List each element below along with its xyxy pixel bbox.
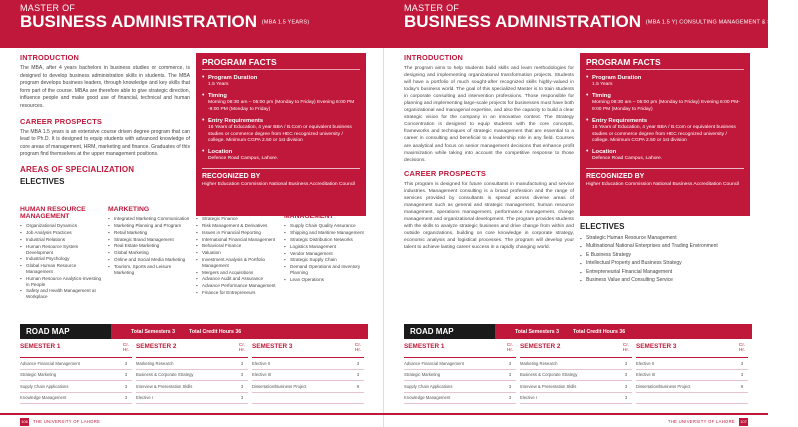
- total-credit-hours: Total Credit Hours 36: [189, 328, 242, 335]
- fact-label: • Entry Requirements: [592, 118, 648, 125]
- table-row: [252, 393, 364, 405]
- fact-label: • Program Duration: [208, 75, 258, 81]
- fact-item: [586, 149, 744, 162]
- footer-university: THE UNIVERSITY OF LAHORE: [33, 419, 101, 424]
- course-credits: 3: [624, 372, 628, 378]
- fact-label: • Timing: [592, 93, 611, 100]
- title-text: BUSINESS ADMINISTRATION: [404, 12, 642, 31]
- list-item: ▪ Lean Operations: [284, 277, 366, 283]
- semester-title: SEMESTER 2: [520, 343, 561, 350]
- table-row: [136, 370, 248, 382]
- left-page: [0, 0, 384, 427]
- page-number: 107: [740, 419, 747, 424]
- page-header: [384, 0, 798, 48]
- list-item: ▪ Behavioral Finance: [196, 243, 278, 249]
- table-row: [636, 393, 748, 405]
- course-credits: 3: [508, 383, 512, 389]
- credit-hours-header: Cr. Hr.: [238, 343, 246, 354]
- credit-hours-header: Cr. Hr.: [122, 343, 130, 354]
- table-row: [20, 370, 132, 382]
- course-name: Dissertation/Business Project: [636, 383, 691, 389]
- semester-title: SEMESTER 2: [136, 343, 177, 350]
- total-credit-hours: Total Credit Hours 36: [573, 328, 626, 335]
- roadmap-bar: [404, 324, 752, 339]
- spec-title: FINANCE: [196, 206, 227, 213]
- fact-value: 1.5 Years: [592, 82, 613, 87]
- course-credits: 3: [356, 360, 360, 366]
- page-title: [404, 12, 798, 32]
- course-name: Interview & Presentation Skills: [520, 383, 577, 389]
- course-name: Elective I: [136, 395, 153, 401]
- credit-hours-header: Cr. Hr.: [738, 343, 746, 354]
- course-name: Business & Corporate Strategy: [136, 372, 194, 378]
- table-row: [136, 358, 248, 370]
- electives-list: [580, 235, 750, 284]
- spec-column-marketing: [108, 206, 190, 301]
- recognized-text: Higher Education Commission National Business Accreditation Council: [586, 181, 740, 187]
- spec-title: MARKETING: [108, 206, 150, 213]
- list-item: ▪ Demand Operations and Inventory Planning: [284, 264, 366, 276]
- fact-value: 16 Years of Education, 4 year BBA / B.Com or equivalent business studies or commerce degree from HEC recognized university / college. Minimum CGPA 2.50 or 1st division: [592, 125, 736, 144]
- course-name: Dissertation/Business Project: [252, 383, 307, 389]
- semester-header: [136, 343, 248, 358]
- table-row: [252, 381, 364, 393]
- fact-value: 1.5 Years: [208, 82, 229, 87]
- total-semesters: Total Semesters 3: [515, 328, 560, 335]
- roadmap-grid: [20, 343, 368, 404]
- list-item: ▪ Integrated Marketing Communication: [108, 216, 190, 222]
- list-item: ▪ Vendor Management: [284, 251, 366, 257]
- fact-label: • Entry Requirements: [208, 118, 264, 125]
- list-item: ▪ Mergers and Acquisitions: [196, 270, 278, 276]
- semester-column: [520, 343, 636, 404]
- fact-label: • Program Duration: [592, 75, 642, 81]
- table-row: [252, 358, 364, 370]
- header-pre: MASTER OF: [404, 3, 460, 13]
- course-credits: 3: [356, 372, 360, 378]
- fact-value: Morning 08:30 am – 05:00 pm (Monday to Friday) Evening 6:00 PM-9:00 PM (Monday to Friday): [592, 100, 740, 112]
- table-row: [20, 381, 132, 393]
- semester-header: [404, 343, 516, 358]
- recognized-text: Higher Education Commission National Business Accreditation Council: [202, 181, 356, 187]
- specialization-columns: [20, 206, 368, 301]
- recognized-title: RECOGNIZED BY: [202, 172, 261, 180]
- semester-title: SEMESTER 3: [636, 343, 677, 350]
- fact-item: [202, 75, 360, 88]
- course-name: Strategic Marketing: [404, 372, 441, 378]
- semester-header: [252, 343, 364, 358]
- spec-list: [20, 223, 102, 300]
- semester-header: [520, 343, 632, 358]
- roadmap-title: ROAD MAP: [20, 324, 111, 339]
- course-name: Elective II: [636, 360, 655, 366]
- course-name: Knowledge Management: [404, 395, 451, 401]
- career-heading: CAREER PROSPECTS: [404, 168, 487, 178]
- course-name: Advance Financial Management: [20, 360, 80, 366]
- fact-item: [202, 149, 360, 162]
- table-row: [520, 381, 632, 393]
- course-credits: 3: [124, 383, 128, 389]
- fact-label: • Location: [592, 149, 617, 156]
- table-row: [636, 358, 748, 370]
- table-row: [636, 370, 748, 382]
- spec-list: [284, 223, 366, 282]
- course-credits: 3: [240, 383, 244, 389]
- list-item: ▪ Tourism, Sports and Leisure Marketing: [108, 264, 190, 276]
- list-item: ▪ Global Marketing: [108, 250, 190, 256]
- course-credits: 3: [124, 360, 128, 366]
- list-item: ▪ Strategic Finance: [196, 216, 278, 222]
- recognized-title: RECOGNIZED BY: [586, 172, 645, 180]
- list-item: ▪ Strategic Brand Management: [108, 237, 190, 243]
- course-name: Strategic Marketing: [20, 372, 57, 378]
- semester-title: SEMESTER 3: [252, 343, 293, 350]
- fact-label: • Location: [208, 149, 233, 156]
- spec-list: [196, 216, 278, 296]
- page-title: [20, 13, 364, 32]
- fact-label: • Timing: [208, 93, 227, 100]
- fact-item: [202, 93, 360, 113]
- course-credits: 3: [124, 395, 128, 401]
- intro-heading: INTRODUCTION: [20, 53, 80, 62]
- areas-heading: AREAS OF SPECIALIZATION: [20, 164, 135, 174]
- course-name: Supply Chain Applications: [20, 383, 69, 389]
- spec-list: [108, 216, 190, 275]
- credit-hours-header: Cr. Hr.: [506, 343, 514, 354]
- electives-heading: ELECTIVES: [580, 222, 625, 231]
- spec-title: SUPPLY CHAIN MANAGEMENT: [284, 206, 334, 221]
- list-item: ▪ Advance Audit and Assurance: [196, 276, 278, 282]
- list-item: ▪ Issues in Financial Reporting: [196, 230, 278, 236]
- facts-title: PROGRAM FACTS: [202, 57, 360, 70]
- page-footer: [384, 413, 768, 427]
- course-credits: 3: [240, 360, 244, 366]
- roadmap-title: ROAD MAP: [404, 324, 495, 339]
- list-item: ▪ Real Estate Marketing: [108, 243, 190, 249]
- roadmap-bar: [20, 324, 368, 339]
- roadmap-grid: [404, 343, 752, 404]
- title-subtitle: (MBA 1.5 Y) CONSULTING MANAGEMENT & STRATEGY: [645, 19, 798, 26]
- recognized-section: [202, 168, 360, 188]
- title-subtitle: (MBA 1.5 YEARS): [261, 19, 310, 26]
- table-row: [20, 393, 132, 405]
- table-row: [404, 358, 516, 370]
- fact-item: [586, 93, 744, 113]
- table-row: [404, 370, 516, 382]
- list-item: ▪ Risk Management & Derivatives: [196, 223, 278, 229]
- intro-text: The MBA, after 4 years bachelors in business studies or commerce, is designed to develop business administration skills in students. The MBA program develops business leaders, through knowledge and key skills that form part of the course. MBAs are therefore able to give strategic direction, influence people and make good use of financial, technical and human resources.: [20, 65, 190, 109]
- list-item: ▪ Intellectual Property and Business Strategy: [580, 260, 750, 267]
- course-name: Advance Financial Management: [404, 360, 464, 366]
- semester-column: [136, 343, 252, 404]
- list-item: ▪ Advance Performance Management: [196, 283, 278, 289]
- semester-column: [636, 343, 752, 404]
- list-item: ▪ Human Resource Analytics-Investing in People: [20, 276, 102, 288]
- course-credits: 3: [240, 372, 244, 378]
- course-name: Knowledge Management: [20, 395, 67, 401]
- list-item: ▪ Organizational Dynamics: [20, 223, 102, 229]
- credit-hours-header: Cr. Hr.: [622, 343, 630, 354]
- course-name: Supply Chain Applications: [404, 383, 453, 389]
- course-credits: 3: [624, 395, 628, 401]
- table-row: [520, 370, 632, 382]
- program-facts-box: [580, 53, 750, 216]
- table-row: [404, 381, 516, 393]
- credit-hours-header: Cr. Hr.: [354, 343, 362, 354]
- course-credits: 3: [624, 360, 628, 366]
- semester-column: [252, 343, 368, 404]
- semester-title: SEMESTER 1: [20, 343, 61, 350]
- table-row: [252, 370, 364, 382]
- list-item: ▪ Supply Chain Quality Assurance: [284, 223, 366, 229]
- table-row: [520, 393, 632, 405]
- course-credits: 3: [508, 372, 512, 378]
- spec-column-hrm: [20, 206, 102, 301]
- semester-header: [636, 343, 748, 358]
- career-text: The MBA 1.5 years is an extensive course driven degree program that can lead to Ph.D. It is designed to equip students with advanced knowledge of core areas of management, HRM, marketing and finance. Graduates of this program find themselves at the upper management positions.: [20, 128, 190, 158]
- course-credits: 6: [356, 383, 360, 389]
- course-name: Marketing Research: [136, 360, 174, 366]
- semester-header: [20, 343, 132, 358]
- semester-column: [20, 343, 136, 404]
- list-item: ▪ Finance for Entrepreneurs: [196, 290, 278, 296]
- course-credits: 3: [624, 383, 628, 389]
- road-map: [404, 324, 752, 404]
- table-row: [136, 381, 248, 393]
- list-item: ▪ Global Human Resource Management: [20, 263, 102, 275]
- spec-column-supply-chain: [284, 206, 366, 301]
- page-number: 106: [21, 419, 28, 424]
- list-item: ▪ E Business Strategy: [580, 252, 750, 259]
- total-semesters: Total Semesters 3: [131, 328, 176, 335]
- spec-title: HUMAN RESOURCE MANAGEMENT: [20, 206, 86, 221]
- list-item: ▪ Strategic Supply Chain: [284, 257, 366, 263]
- road-map: [20, 324, 368, 404]
- main-column: [404, 53, 574, 251]
- semester-title: SEMESTER 1: [404, 343, 445, 350]
- course-credits: 3: [508, 360, 512, 366]
- list-item: ▪ Business Value and Consulting Service: [580, 277, 750, 284]
- electives-heading: ELECTIVES: [20, 176, 65, 186]
- course-name: Marketing Research: [520, 360, 558, 366]
- main-column: [20, 53, 190, 186]
- career-heading: CAREER PROSPECTS: [20, 116, 103, 126]
- recognized-section: [586, 168, 744, 188]
- fact-item: [586, 118, 744, 144]
- course-credits: 3: [124, 372, 128, 378]
- fact-value: Morning 08:30 am – 05:00 pm (Monday to Friday) Evening 6:00 PM -9:00 PM (Monday to Friday): [208, 100, 355, 112]
- table-row: [636, 381, 748, 393]
- intro-text: The program aims to help students build skills and learn methodologies for designing and implementing organizational transformation projects. Students will have a portfolio of much sought-after recognized skills highly-valued in today's business world. The goal of this specialized Master is to train students in corporate consulting and intervention professions. Those responsible for planning and implementing large-scale projects for businesses must have both organizational and managerial expertise, and also the capacity to build a clear strategic vision for the company in an innovative context. The Strategy Concentration is designed to equip students with the core concepts, frameworks and techniques of strategic management that are essential to a career in consulting and beneficial to a leadership role in any field. Courses are analytical and focus on senior management decisions that enhance profit maximization while taking into account the competitive response to those decisions.: [404, 66, 574, 163]
- intro-heading: INTRODUCTION: [404, 53, 464, 62]
- course-name: Elective III: [636, 372, 656, 378]
- course-name: Elective I: [520, 395, 537, 401]
- list-item: ▪ Entrepreneurial Financial Management: [580, 269, 750, 276]
- list-item: ▪ Job Analysis Practices: [20, 230, 102, 236]
- course-name: Interview & Presentation Skills: [136, 383, 193, 389]
- table-row: [404, 393, 516, 405]
- course-credits: 3: [740, 360, 744, 366]
- list-item: ▪ Industrial Relations: [20, 237, 102, 243]
- electives-section: [580, 222, 750, 285]
- right-page: [384, 0, 798, 427]
- course-name: Business & Corporate Strategy: [520, 372, 578, 378]
- list-item: ▪ Logistics Management: [284, 244, 366, 250]
- facts-title: PROGRAM FACTS: [586, 57, 744, 70]
- fact-value: Defence Road Campus, Lahore.: [208, 156, 279, 162]
- fact-item: [586, 75, 744, 88]
- fact-item: [202, 118, 360, 144]
- list-item: ▪ Strategic Distribution Networks: [284, 237, 366, 243]
- list-item: ▪ Online and Social Media Marketing: [108, 257, 190, 263]
- program-facts-box: [196, 53, 366, 216]
- page-footer: [0, 413, 384, 427]
- header-pre: MASTER OF: [20, 3, 76, 13]
- list-item: ▪ Multinational National Enterprises and Trading Environment: [580, 243, 750, 250]
- title-text: BUSINESS ADMINISTRATION: [20, 12, 258, 31]
- spec-column-finance: [196, 206, 278, 301]
- list-item: ▪ Valuation: [196, 250, 278, 256]
- course-credits: 3: [740, 372, 744, 378]
- list-item: ▪ Investment Analysis & Portfolio Management: [196, 257, 278, 269]
- table-row: [520, 358, 632, 370]
- list-item: ▪ International Financial Management: [196, 237, 278, 243]
- course-name: Elective III: [252, 372, 272, 378]
- list-item: ▪ Safety and Health Management at Workplace: [20, 288, 102, 300]
- footer-university: THE UNIVERSITY OF LAHORE: [667, 419, 735, 424]
- list-item: ▪ Strategic Human Resource Management: [580, 235, 750, 242]
- table-row: [136, 393, 248, 405]
- course-credits: 3: [240, 395, 244, 401]
- list-item: ▪ Human Resource System Development: [20, 244, 102, 256]
- fact-value: 16 Years of Education, 4 year BBA / B.Com or equivalent business studies or commerce degree from HEC recognized university / college. Minimum CGPA 2.50 or 1st division: [208, 125, 352, 144]
- course-credits: 3: [508, 395, 512, 401]
- fact-value: Defence Road Campus, Lahore.: [592, 156, 663, 162]
- list-item: ▪ Industrial Psychology: [20, 256, 102, 262]
- page-header: [0, 0, 384, 48]
- list-item: ▪ Marketing Planning and Program: [108, 223, 190, 229]
- table-row: [20, 358, 132, 370]
- semester-column: [404, 343, 520, 404]
- course-name: Elective II: [252, 360, 271, 366]
- list-item: ▪ Retail Marketing: [108, 230, 190, 236]
- list-item: ▪ Shipping and Maritime Management: [284, 230, 366, 236]
- course-credits: 6: [740, 383, 744, 389]
- career-text: This program is designed for future consultants in manufacturing and service industries. Management consulting is a broad profession and the range of services provided by consultants is spread across diverse areas of management such as general and strategic management, human resource management, operations management, performance management, change management and organizational development. The program provides students with the skills to analyze strategic business and drive change from within and outside organizations, building on core knowledge in corporate strategy, economic analysis and logistical processes. The program will develop your talent to achieve lasting career success in a rapidly changing world.: [404, 181, 574, 251]
